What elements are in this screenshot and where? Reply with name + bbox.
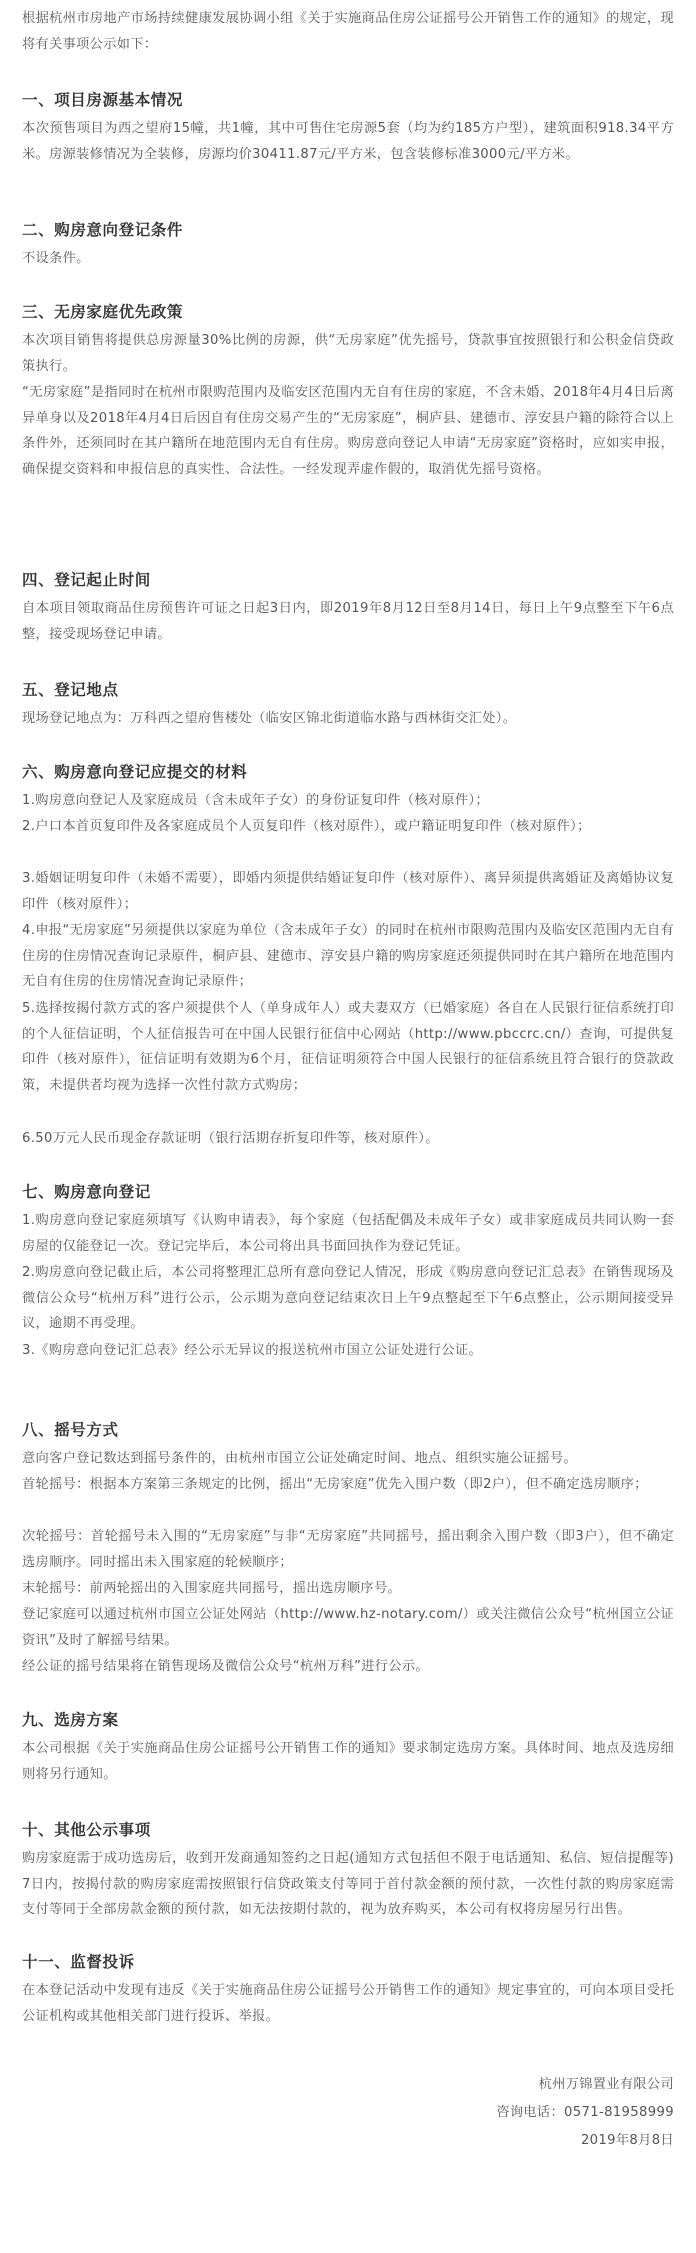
section-heading: 四、登记起止时间	[22, 571, 151, 589]
section-heading: 二、购房意向登记条件	[22, 221, 184, 239]
section-paragraph: 现场登记地点为：万科西之望府售楼处（临安区锦北街道临水路与西林街交汇处）。	[22, 711, 517, 726]
section-paragraph: 意向客户登记数达到摇号条件的，由杭州市国立公证处确定时间、地点、组织实施公证摇号。	[22, 1451, 578, 1466]
section-paragraph: 本公司根据《关于实施商品住房公证摇号公开销售工作的通知》要求制定选房方案。具体时间、地点及选房细则将另行通知。	[22, 1741, 674, 1782]
section-paragraph: 5.选择按揭付款方式的客户须提供个人（单身成年人）或夫妻双方（已婚家庭）各自在人民银行征信系统打印的个人征信证明，个人征信报告可在中国人民银行征信中心网站（http://www.pbccrc.cn/）查询，可提供复印件（核对原件），征信证明有效期为6个月，征信证明须符合中国人民银行的征信系统且符合银行的贷款政策，未提供者均视为选择一次性付款方式购房；	[22, 1001, 674, 1093]
section-heading: 六、购房意向登记应提交的材料	[22, 763, 248, 781]
section-heading: 十一、监督投诉	[22, 1953, 135, 1971]
section-paragraph: 首轮摇号：根据本方案第三条规定的比例，摇出“无房家庭”优先入围户数（即2户），但不确定选房顺序；	[22, 1477, 648, 1492]
signature-company: 杭州万锦置业有限公司	[538, 2077, 674, 2092]
section-heading: 一、项目房源基本情况	[22, 91, 184, 109]
section-paragraph: 3.《购房意向登记汇总表》经公示无异议的报送杭州市国立公证处进行公证。	[22, 1343, 483, 1358]
section-paragraph: 4.申报“无房家庭”另须提供以家庭为单位（含未成年子女）的同时在杭州市限购范围内及临安区范围内无自有住房的住房情况查询记录原件，桐庐县、建德市、淳安县户籍的购房家庭还须提供同时在其户籍所在地范围内无自有住房的住房情况查询记录原件；	[22, 923, 674, 989]
section-paragraph: 3.婚姻证明复印件（未婚不需要），即婚内须提供结婚证复印件（核对原件）、离异须提供离婚证及离婚协议复印件（核对原件）；	[22, 871, 674, 912]
section-heading: 八、摇号方式	[22, 1421, 119, 1439]
signature-phone: 咨询电话：0571-81958999	[496, 2105, 674, 2120]
section-paragraph: 次轮摇号：首轮摇号未入围的“无房家庭”与非“无房家庭”共同摇号，摇出剩余入围户数（即3户），但不确定选房顺序。同时摇出未入围家庭的轮候顺序；	[22, 1529, 674, 1570]
section-paragraph: 1.购房意向登记人及家庭成员（含未成年子女）的身份证复印件（核对原件）；	[22, 793, 489, 808]
section-paragraph: 自本项目领取商品住房预售许可证之日起3日内，即2019年8月12日至8月14日，每日上午9点整至下午6点整，接受现场登记申请。	[22, 601, 674, 642]
signature-date: 2019年8月8日	[580, 2133, 674, 2148]
section-heading: 十、其他公示事项	[22, 1821, 151, 1839]
section-paragraph: 2.购房意向登记截止后，本公司将整理汇总所有意向登记人情况，形成《购房意向登记汇总表》在销售现场及微信公众号“杭州万科”进行公示，公示期为意向登记结束次日上午9点整起至下午6点整止，公示期间接受异议，逾期不再受理。	[22, 1265, 674, 1331]
section-paragraph: 本次项目销售将提供总房源量30%比例的房源，供“无房家庭”优先摇号，贷款事宜按照银行和公积金信贷政策执行。	[22, 333, 674, 374]
section-heading: 三、无房家庭优先政策	[22, 303, 184, 321]
section-paragraph: 末轮摇号：前两轮摇出的入围家庭共同摇号，摇出选房顺序号。	[22, 1581, 402, 1596]
section-paragraph: 购房家庭需于成功选房后，收到开发商通知签约之日起(通知方式包括但不限于电话通知、私信、短信提醒等)7日内，按揭付款的购房家庭需按照银行信贷政策支付等同于首付款金额的预付款，一次性付款的购房家庭需支付等同于全部房款金额的预付款，如无法按期付款的，视为放弃购买，本公司有权将房屋另行出售。	[22, 1851, 674, 1917]
section-paragraph: 登记家庭可以通过杭州市国立公证处网站（http://www.hz-notary.com/）或关注微信公众号“杭州国立公证资讯”及时了解摇号结果。	[22, 1607, 674, 1648]
section-heading: 七、购房意向登记	[22, 1183, 151, 1201]
section-paragraph: 本次预售项目为西之望府15幢，共1幢，其中可售住宅房源5套（均为约185方户型），建筑面积918.34平方米。房源装修情况为全装修，房源均价30411.87元/平方米，包含装修标准3000元/平方米。	[22, 121, 674, 162]
section-paragraph: 在本登记活动中发现有违反《关于实施商品住房公证摇号公开销售工作的通知》规定事宜的，可向本项目受托公证机构或其他相关部门进行投诉、举报。	[22, 1983, 674, 2024]
section-paragraph: “无房家庭”是指同时在杭州市限购范围内及临安区范围内无自有住房的家庭，不含未婚、2018年4月4日后离异单身以及2018年4月4日后因自有住房交易产生的“无房家庭”，桐庐县、建德市、淳安县户籍的除符合以上条件外，还须同时在其户籍所在地范围内无自有住房。购房意向登记人申请“无房家庭”资格时，应如实申报，确保提交资料和申报信息的真实性、合法性。一经发现弄虚作假的，取消优先摇号资格。	[22, 385, 674, 477]
section-paragraph: 2.户口本首页复印件及各家庭成员个人页复印件（核对原件），或户籍证明复印件（核对原件）；	[22, 819, 591, 834]
section-paragraph: 经公证的摇号结果将在销售现场及微信公众号“杭州万科”进行公示。	[22, 1659, 429, 1674]
intro-paragraph: 根据杭州市房地产市场持续健康发展协调小组《关于实施商品住房公证摇号公开销售工作的通知》的规定，现将有关事项公示如下：	[22, 11, 674, 52]
section-heading: 九、选房方案	[22, 1711, 119, 1729]
section-heading: 五、登记地点	[22, 681, 119, 699]
section-paragraph: 不设条件。	[22, 251, 90, 266]
section-paragraph: 1.购房意向登记家庭须填写《认购申请表》，每个家庭（包括配偶及未成年子女）或非家庭成员共同认购一套房屋的仅能登记一次。登记完毕后，本公司将出具书面回执作为登记凭证。	[22, 1213, 674, 1254]
section-paragraph: 6.50万元人民币现金存款证明（银行活期存折复印件等，核对原件）。	[22, 1131, 439, 1146]
